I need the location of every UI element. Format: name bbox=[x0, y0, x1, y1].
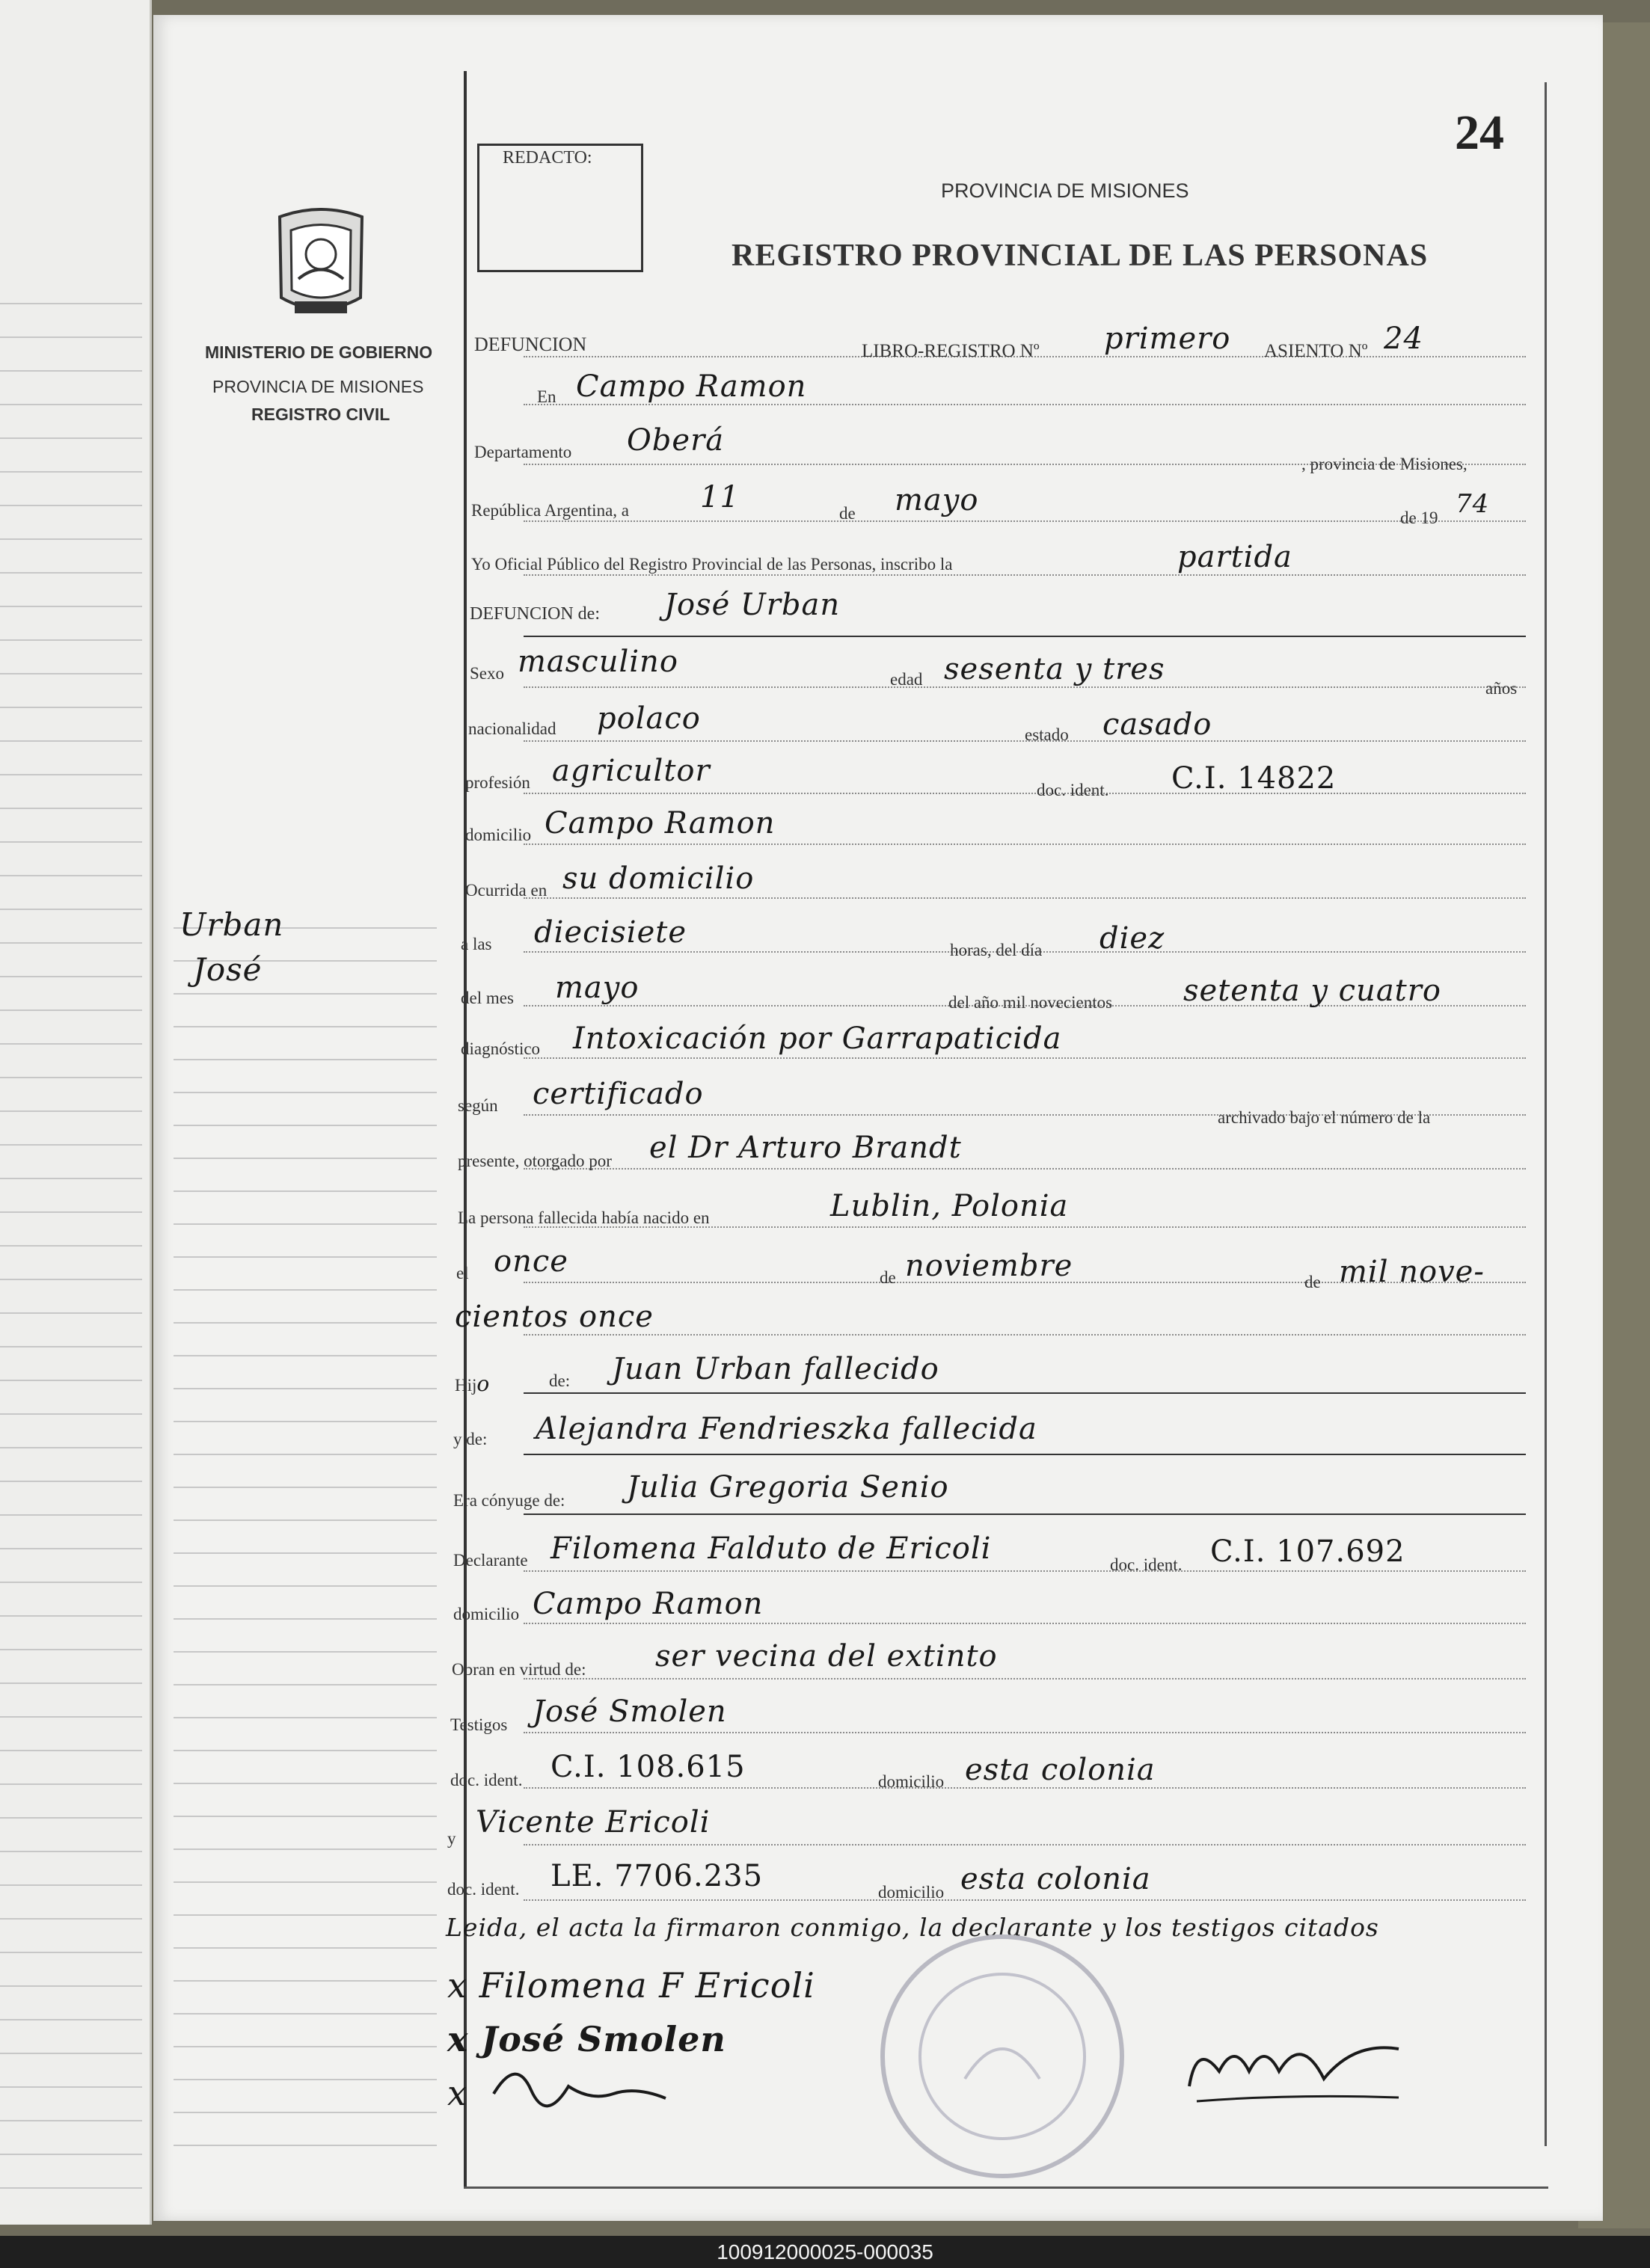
left-page-rule bbox=[0, 976, 142, 977]
testigo1-doc-value: C.I. 108.615 bbox=[550, 1750, 746, 1784]
nacionalidad-label: nacionalidad bbox=[468, 719, 556, 738]
declarante-dom-value: Campo Ramon bbox=[533, 1587, 764, 1621]
de-nac-label: de bbox=[880, 1268, 896, 1287]
testigo1-dom-value: esta colonia bbox=[965, 1753, 1156, 1787]
left-page-rule bbox=[0, 841, 142, 843]
doc-label: doc. ident. bbox=[1037, 781, 1109, 799]
left-page-rule bbox=[0, 572, 142, 574]
left-page-rule bbox=[0, 538, 142, 540]
testigo2-value: Vicente Ericoli bbox=[476, 1805, 711, 1840]
signature-declarante: x Filomena F Ericoli bbox=[447, 1965, 815, 2006]
diagnostico-label: diagnóstico bbox=[461, 1039, 541, 1058]
testigo2-dom-value: esta colonia bbox=[960, 1862, 1151, 1896]
left-page-rule bbox=[0, 1009, 142, 1011]
footer-code: 100912000025-000035 bbox=[717, 2240, 933, 2264]
defuncion-de-label: DEFUNCION de: bbox=[470, 604, 600, 624]
dia-value: 11 bbox=[700, 480, 740, 514]
left-page-rule bbox=[0, 1481, 142, 1482]
form-line bbox=[524, 1513, 1526, 1515]
ocurrida-value: su domicilio bbox=[562, 861, 755, 896]
left-page-rule bbox=[0, 1952, 142, 1953]
testigo2-doc-value: LE. 7706.235 bbox=[550, 1859, 764, 1893]
left-page-rule bbox=[0, 1817, 142, 1819]
madre-value: Alejandra Fendrieszka fallecida bbox=[536, 1412, 1037, 1446]
margin-column-rule bbox=[174, 1848, 437, 1850]
nacionalidad-value: polaco bbox=[597, 701, 701, 736]
form-line bbox=[524, 1732, 1526, 1733]
margin-column-rule bbox=[174, 1487, 437, 1488]
left-page-rule bbox=[0, 2120, 142, 2121]
domicilio-label: domicilio bbox=[465, 826, 532, 844]
left-page-rule bbox=[0, 1110, 142, 1112]
form-line bbox=[524, 1570, 1526, 1572]
left-page-rule bbox=[0, 336, 142, 338]
left-page-rule bbox=[0, 1649, 142, 1650]
testigo2-doc-label: doc. ident. bbox=[447, 1880, 520, 1899]
yo-oficial-label: Yo Oficial Público del Registro Provincial de las Personas, inscribo la bbox=[471, 555, 953, 574]
margin-column-rule bbox=[174, 1026, 437, 1027]
left-page-rule bbox=[0, 707, 142, 708]
margin-column-rule bbox=[174, 1355, 437, 1356]
margin-column-rule bbox=[174, 1125, 437, 1126]
en-label: En bbox=[537, 387, 556, 406]
margin-column-rule bbox=[174, 1585, 437, 1587]
testigo1-doc-label: doc. ident. bbox=[450, 1771, 523, 1789]
left-page-rule bbox=[0, 1582, 142, 1583]
left-page-rule bbox=[0, 1144, 142, 1146]
margin-column-rule bbox=[174, 1618, 437, 1620]
sexo-label: Sexo bbox=[470, 664, 504, 683]
nacido-label: La persona fallecida había nacido en bbox=[458, 1208, 710, 1227]
official-signature bbox=[1174, 2026, 1421, 2124]
margin-column-rule bbox=[174, 1684, 437, 1685]
edad-label: edad bbox=[890, 670, 923, 689]
estado-label: estado bbox=[1025, 725, 1069, 744]
margin-column-rule bbox=[174, 2013, 437, 2015]
mes-nac-value: noviembre bbox=[905, 1249, 1073, 1283]
profesion-value: agricultor bbox=[552, 754, 711, 788]
padre-value: Juan Urban fallecido bbox=[612, 1352, 939, 1386]
form-line bbox=[524, 1899, 1526, 1901]
domicilio-value: Campo Ramon bbox=[545, 806, 776, 840]
lugar-nac-value: Lublin, Polonia bbox=[830, 1189, 1069, 1223]
obran-value: ser vecina del extinto bbox=[655, 1639, 998, 1674]
left-page-rule bbox=[0, 1413, 142, 1415]
margin-column-rule bbox=[174, 1092, 437, 1093]
left-page-rule bbox=[0, 1851, 142, 1852]
republica-label: República Argentina, a bbox=[471, 501, 629, 520]
hijo-suffix: o bbox=[476, 1371, 491, 1396]
left-page-rule bbox=[0, 673, 142, 674]
coat-of-arms-logo bbox=[265, 208, 377, 322]
edad-value: sesenta y tres bbox=[944, 652, 1165, 686]
form-line bbox=[524, 897, 1526, 899]
left-page-rule bbox=[0, 1245, 142, 1247]
margin-column-rule bbox=[174, 1914, 437, 1916]
margin-note-name: José bbox=[193, 951, 263, 988]
margin-column-rule bbox=[174, 1059, 437, 1060]
margin-column-rule bbox=[174, 1322, 437, 1324]
signature-testigo1: x José Smolen bbox=[447, 2019, 726, 2059]
departamento-label: Departamento bbox=[474, 443, 572, 461]
de-mil-label: de bbox=[1304, 1273, 1321, 1291]
left-page-rule bbox=[0, 606, 142, 607]
margin-column-rule bbox=[174, 2112, 437, 2113]
mes-value: mayo bbox=[895, 483, 979, 517]
testigos-label: Testigos bbox=[450, 1715, 508, 1734]
form-line bbox=[524, 404, 1526, 405]
del-ano-label: del año mil novecientos bbox=[948, 993, 1113, 1012]
presente-label: presente, otorgado por bbox=[458, 1152, 612, 1170]
official-stamp bbox=[868, 1929, 1137, 2184]
declarante-doc-value: C.I. 107.692 bbox=[1210, 1534, 1405, 1569]
form-line bbox=[524, 1787, 1526, 1789]
anio-fallec-value: setenta y cuatro bbox=[1183, 974, 1441, 1008]
left-page-rule bbox=[0, 505, 142, 506]
otorgado-value: el Dr Arturo Brandt bbox=[649, 1131, 962, 1165]
signature-scribble bbox=[486, 2049, 681, 2116]
ministry-line-2: PROVINCIA DE MISIONES bbox=[212, 377, 424, 396]
mes-fallec-value: mayo bbox=[555, 971, 640, 1005]
en-value: Campo Ramon bbox=[576, 369, 807, 404]
left-page-rule bbox=[0, 875, 142, 876]
doc-value: C.I. 14822 bbox=[1171, 761, 1337, 796]
form-line bbox=[524, 686, 1526, 688]
left-page bbox=[0, 0, 152, 2225]
form-line bbox=[524, 636, 1526, 637]
archivado-label: archivado bajo el número de la bbox=[1218, 1108, 1431, 1127]
margin-column-rule bbox=[174, 1552, 437, 1554]
left-page-rule bbox=[0, 1716, 142, 1718]
declarante-value: Filomena Falduto de Ericoli bbox=[550, 1531, 992, 1566]
anio-value: 74 bbox=[1456, 489, 1490, 519]
margin-column-rule bbox=[174, 1421, 437, 1422]
left-page-rule bbox=[0, 1783, 142, 1785]
margin-column-rule bbox=[174, 1519, 437, 1521]
obran-label: Obran en virtud de: bbox=[452, 1660, 586, 1679]
left-page-rule bbox=[0, 1884, 142, 1886]
margin-column-rule bbox=[174, 1454, 437, 1455]
testigo1-value: José Smolen bbox=[533, 1694, 727, 1729]
estado-value: casado bbox=[1102, 707, 1212, 742]
asiento-value: 24 bbox=[1384, 322, 1423, 356]
left-page-rule bbox=[0, 1043, 142, 1045]
form-line bbox=[524, 520, 1526, 522]
left-page-rule bbox=[0, 1985, 142, 1987]
hijo-label bbox=[455, 1371, 490, 1396]
diagnostico-value: Intoxicación por Garrapaticida bbox=[573, 1021, 1062, 1056]
margin-column-rule bbox=[174, 2046, 437, 2047]
left-page-rule bbox=[0, 2187, 142, 2189]
margin-column-rule bbox=[174, 1289, 437, 1291]
registry-heading: REGISTRO PROVINCIAL DE LAS PERSONAS bbox=[732, 239, 1429, 273]
inscribo-value: partida bbox=[1177, 540, 1292, 574]
left-page-rule bbox=[0, 1750, 142, 1751]
closing-text: Leida, el acta la firmaron conmigo, la declarante y los testigos citados bbox=[446, 1913, 1379, 1942]
left-page-rule bbox=[0, 404, 142, 405]
del-mes-label: del mes bbox=[461, 989, 514, 1007]
form-line bbox=[524, 1334, 1526, 1336]
left-page-rule bbox=[0, 1615, 142, 1617]
right-rule bbox=[1545, 82, 1547, 2146]
margin-rule bbox=[464, 71, 467, 2187]
dia-nac-value: once bbox=[494, 1244, 568, 1279]
margin-column-rule bbox=[174, 1881, 437, 1883]
margin-column-rule bbox=[174, 1783, 437, 1784]
anio-label: de 19 bbox=[1400, 508, 1438, 527]
form-line bbox=[524, 574, 1526, 576]
libro-value: primero bbox=[1104, 322, 1231, 356]
form-line bbox=[524, 793, 1526, 794]
left-page-rule bbox=[0, 1312, 142, 1314]
left-page-rule bbox=[0, 774, 142, 775]
left-page-rule bbox=[0, 909, 142, 910]
provincia-label: , provincia de Misiones, bbox=[1301, 455, 1467, 473]
bottom-rule bbox=[464, 2186, 1548, 2189]
left-page-rule bbox=[0, 1514, 142, 1516]
testigo1-dom-label: domicilio bbox=[878, 1772, 945, 1791]
declarante-dom-label: domicilio bbox=[453, 1605, 520, 1623]
left-page-rule bbox=[0, 303, 142, 304]
left-page-rule bbox=[0, 639, 142, 641]
left-page-rule bbox=[0, 437, 142, 439]
left-page-rule bbox=[0, 2053, 142, 2054]
left-page-rule bbox=[0, 1211, 142, 1213]
form-line bbox=[524, 843, 1526, 845]
margin-column-rule bbox=[174, 2145, 437, 2146]
departamento-value: Oberá bbox=[627, 423, 725, 458]
form-line bbox=[524, 1678, 1526, 1680]
conyuge-value: Julia Gregoria Senio bbox=[627, 1470, 949, 1505]
horas-dia-label: horas, del día bbox=[950, 941, 1043, 959]
left-page-rule bbox=[0, 1548, 142, 1549]
conyuge-label: Era cónyuge de: bbox=[453, 1491, 565, 1510]
segun-label: según bbox=[458, 1096, 498, 1115]
declarante-doc-label: doc. ident. bbox=[1110, 1555, 1183, 1574]
left-page-rule bbox=[0, 808, 142, 809]
province-heading: PROVINCIA DE MISIONES bbox=[941, 179, 1189, 202]
dia-fallec-value: diez bbox=[1100, 921, 1165, 956]
profesion-label: profesión bbox=[465, 773, 530, 792]
margin-column-rule bbox=[174, 1980, 437, 1982]
left-page-rule bbox=[0, 1380, 142, 1381]
left-page-rule bbox=[0, 1682, 142, 1684]
form-line bbox=[524, 1392, 1526, 1394]
hijo-de-label: de: bbox=[549, 1371, 571, 1390]
margin-column-rule bbox=[174, 1651, 437, 1653]
libro-label: LIBRO-REGISTRO Nº bbox=[862, 341, 1040, 361]
signature-testigo2: x bbox=[447, 2073, 467, 2113]
ministry-line-1: MINISTERIO DE GOBIERNO bbox=[205, 342, 433, 362]
segun-value: certificado bbox=[533, 1077, 704, 1111]
testigo2-dom-label: domicilio bbox=[878, 1883, 945, 1902]
margin-column-rule bbox=[174, 1223, 437, 1225]
defuncion-title: DEFUNCION bbox=[474, 334, 587, 355]
margin-column-rule bbox=[174, 2079, 437, 2080]
y-label: y bbox=[447, 1829, 456, 1848]
left-page-rule bbox=[0, 1178, 142, 1179]
left-page-rule bbox=[0, 370, 142, 372]
left-page-rule bbox=[0, 471, 142, 473]
asiento-label: ASIENTO Nº bbox=[1264, 341, 1368, 361]
declarante-label: Declarante bbox=[453, 1551, 528, 1570]
margin-note-surname: Urban bbox=[180, 906, 284, 943]
form-line bbox=[524, 1623, 1526, 1624]
left-page-rule bbox=[0, 1918, 142, 1920]
form-line bbox=[524, 1168, 1526, 1170]
hora-value: diecisiete bbox=[534, 915, 687, 950]
margin-column-rule bbox=[174, 1717, 437, 1718]
margin-column-rule bbox=[174, 1947, 437, 1949]
margin-column-rule bbox=[174, 1388, 437, 1389]
anio-nac-b-value: cientos once bbox=[455, 1300, 654, 1334]
left-page-rule bbox=[0, 942, 142, 944]
a-las-label: a las bbox=[461, 935, 492, 953]
left-page-rule bbox=[0, 2154, 142, 2155]
anos-label: años bbox=[1485, 679, 1518, 698]
left-page-rule bbox=[0, 1346, 142, 1347]
left-page-rule bbox=[0, 740, 142, 742]
left-page-rule bbox=[0, 2086, 142, 2088]
sexo-value: masculino bbox=[518, 645, 678, 679]
ministry-line-3: REGISTRO CIVIL bbox=[251, 405, 390, 424]
margin-column-rule bbox=[174, 1190, 437, 1192]
y-de-label: y de: bbox=[453, 1430, 488, 1448]
ocurrida-label: Ocurrida en bbox=[465, 881, 548, 900]
margin-column-rule bbox=[174, 993, 437, 995]
left-page-rule bbox=[0, 1077, 142, 1078]
form-line bbox=[524, 1454, 1526, 1455]
left-page-rule bbox=[0, 1447, 142, 1448]
left-page-rule bbox=[0, 2019, 142, 2020]
left-page-rule bbox=[0, 1279, 142, 1280]
nombre-value: José Urban bbox=[664, 588, 841, 622]
anio-nac-a-value: mil nove- bbox=[1339, 1255, 1485, 1289]
margin-column-rule bbox=[174, 1158, 437, 1159]
margin-column-rule bbox=[174, 1816, 437, 1817]
el-label: el bbox=[456, 1264, 469, 1282]
form-line bbox=[524, 1057, 1526, 1059]
margin-column-rule bbox=[174, 1256, 437, 1258]
redacto-label: REDACTO: bbox=[503, 148, 592, 168]
de-label: de bbox=[839, 504, 856, 523]
margin-column-rule bbox=[174, 1750, 437, 1751]
hijo-prefix: Hij bbox=[455, 1376, 477, 1395]
form-line bbox=[524, 1844, 1526, 1846]
page-number: 24 bbox=[1455, 105, 1504, 160]
